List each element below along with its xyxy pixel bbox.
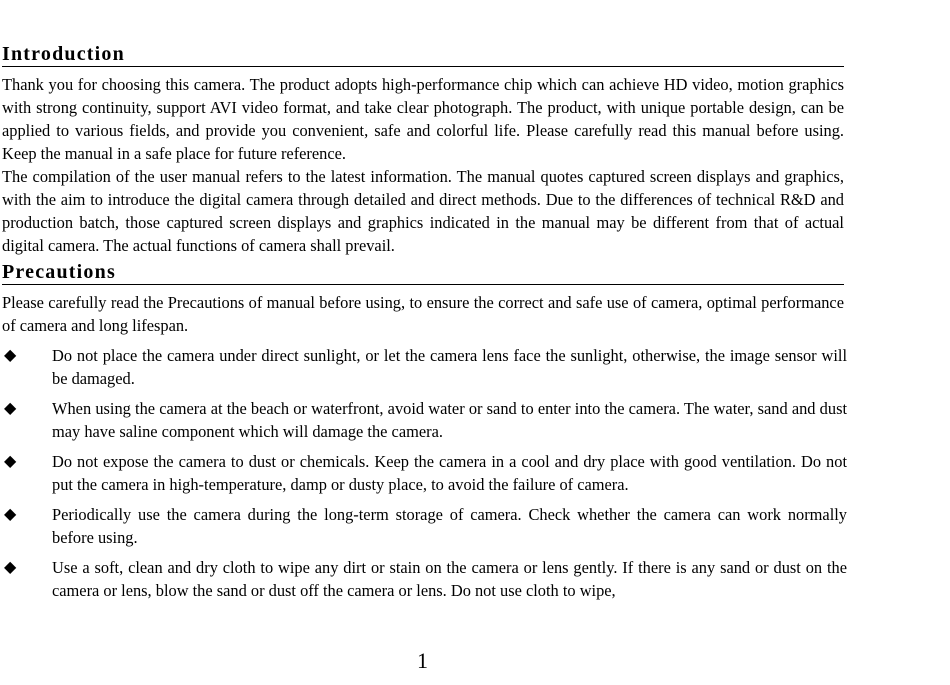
list-item-text: Use a soft, clean and dry cloth to wipe any dirt or stain on the camera or lens gently. If there is any sand or dust on the camera or lens, blow the sand or dust off the camera or lens. Do not use cloth to wipe, [52,558,847,600]
list-item [2,503,847,549]
diamond-bullet-icon: ◆ [4,506,17,523]
page-number: 1 [417,648,428,673]
list-item-text: Do not place the camera under direct sunlight, or let the camera lens face the sunlight, otherwise, the image sensor will be damaged. [52,346,847,388]
introduction-paragraph: The compilation of the user manual refers to the latest information. The manual quotes captured screen displays and graphics, with the aim to introduce the digital camera through detailed and direct methods. Due to the differences of technical R&D and production batch, those captured screen displays and graphics indicated in the manual may be different from that of actual digital camera. The actual functions of camera shall prevail. [2,167,844,255]
page-content [2,42,847,609]
diamond-bullet-icon: ◆ [4,453,17,470]
precautions-intro-paragraph: Please carefully read the Precautions of manual before using, to ensure the correct and safe use of camera, optimal performance of camera and long lifespan. [2,293,844,335]
list-item-text: Do not expose the camera to dust or chemicals. Keep the camera in a cool and dry place with good ventilation. Do not put the camera in high-temperature, damp or dusty place, to avoid the failure of camera. [52,452,847,494]
list-item [2,556,847,602]
introduction-heading: Introduction [2,42,844,67]
introduction-paragraph: Thank you for choosing this camera. The product adopts high-performance chip which can achieve HD video, motion graphics with strong continuity, support AVI video format, and take clear photograph. The product, with unique portable design, can be applied to various fields, and provide you convenient, safe and colorful life. Please carefully read this manual before using. Keep the manual in a safe place for future reference. [2,75,844,163]
list-item [2,450,847,496]
list-item [2,344,847,390]
diamond-bullet-icon: ◆ [4,400,17,417]
precautions-list [2,344,847,602]
diamond-bullet-icon: ◆ [4,559,17,576]
list-item-text: When using the camera at the beach or waterfront, avoid water or sand to enter into the camera. The water, sand and dust may have saline component which will damage the camera. [52,399,847,441]
diamond-bullet-icon: ◆ [4,347,17,364]
list-item [2,397,847,443]
list-item-text: Periodically use the camera during the long-term storage of camera. Check whether the camera can work normally before using. [52,505,847,547]
precautions-heading: Precautions [2,260,844,285]
